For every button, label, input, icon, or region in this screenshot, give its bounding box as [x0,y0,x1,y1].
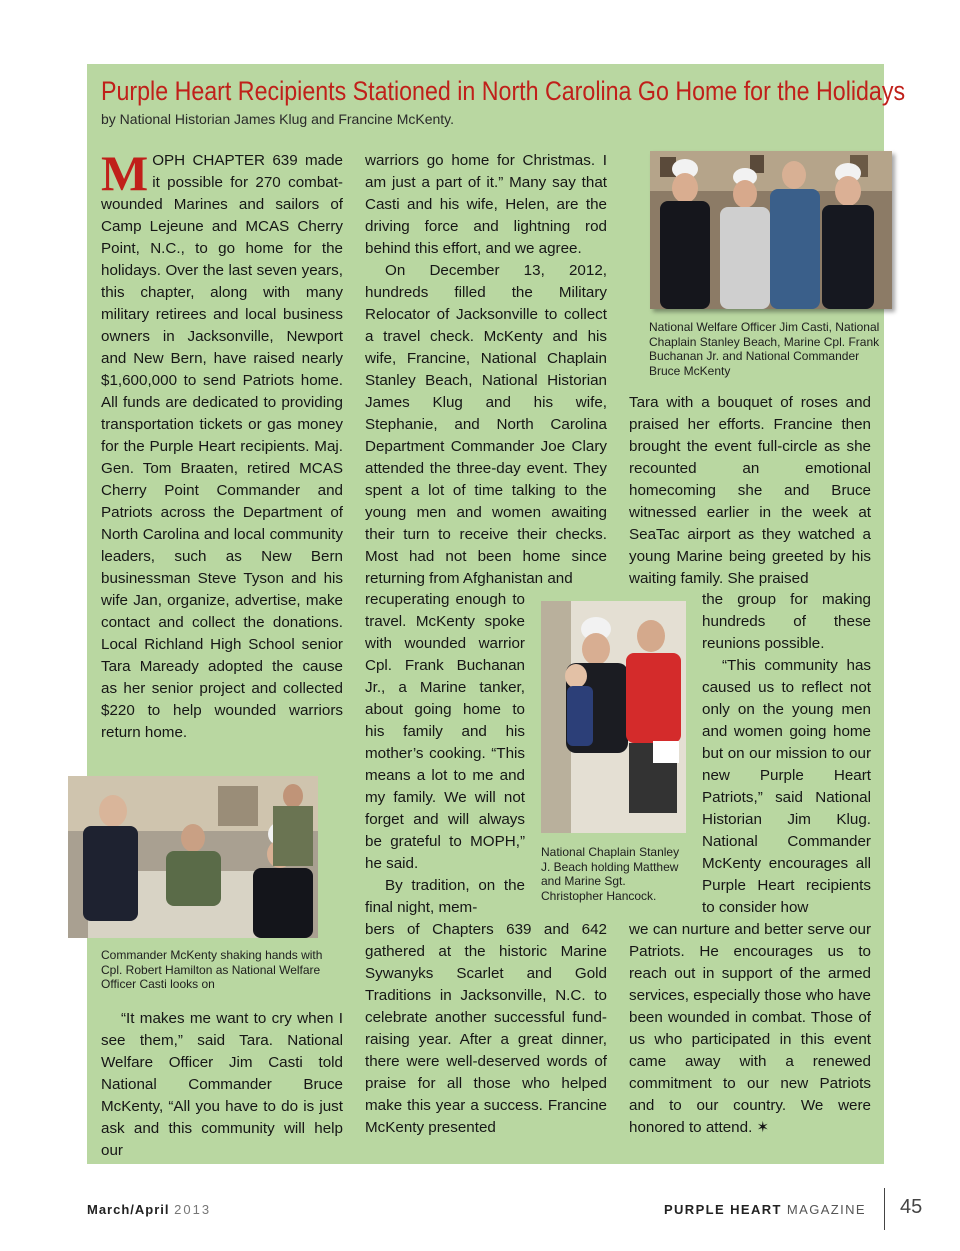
column-3-narrow [702,589,871,919]
footer-magazine-word: MAGAZINE [786,1202,866,1217]
paragraph-tradition-rest: bers of Chapters 639 and 642 gathered at the historic Marine Sywanyks Scarlet and Gold Traditions in Jacksonville, N.C. to celebrate another successful fund-raising year. After a great dinner, there were well-deserved words of praise for all those who helped make this year a success. Francine McKenty presented [365,921,607,1136]
photo-handshake [68,776,318,938]
column-2-bottom-text [365,919,607,1139]
end-mark: ✶ [756,1119,770,1136]
paragraph-intro [101,145,343,744]
column-1-bottom [101,1008,343,1162]
paragraph-december: On December 13, 2012, hundreds filled the Military Relocator of Jacksonville to collect a travel check. McKenty and his wife, Francine, National Chaplain Stanley Beach, National Historian James Klug and his wife, Stephanie, and North Carolina Department Commander Joe Clary attended the three-day event. They spent a lot of time talking to the young men and women awaiting their turn to receive their checks. Most had not been home since returning from Afghanistan and [365,262,607,587]
footer-issue [87,1202,211,1217]
footer-issue-year: 2013 [174,1202,212,1217]
footer-magazine-name: PURPLE HEART [663,1202,782,1217]
column-3-top [629,392,871,590]
paragraph-community-quote: “This community has caused us to reflect not only on the young men and women going home but on our mission to our new Purple Heart Patriots,” said National Historian Jim Klug. National Commander McKenty encourages all Purple Heart recipients to consider how [702,657,871,916]
paragraph-reunions: the group for making hundreds of these reunions possible. [702,591,871,652]
footer-magazine [600,1202,866,1217]
paragraph-continued: warriors go home for Christmas. I am just a part of it.” Many say that Casti and his wife, Helen, are the driving force and lightning rod behind this effort, and we agree. [365,152,607,257]
footer-issue-month: March/April [87,1202,170,1217]
article-title: Purple Heart Recipients Stationed in North Carolina Go Home for the Holidays [101,76,906,106]
closing-text: we can nurture and better serve our Patriots. He encourages us to reach out in support of the armed services, especially those who have been wounded in combat. Those of us who participated in this event came away with a renewed commitment to our new Patriots and to our country. We were honored to attend. [629,921,871,1136]
paragraph-recuperating: recuperating enough to travel. McKenty spoke with wounded warrior Cpl. Frank Buchanan Jr., a Marine tanker, about going home to his family and his mother’s cooking. “This means a lot to me and my family. We will not forget and will always be grateful to MOPH,” he said. [365,591,525,872]
caption-photo-chaplain-baby: National Chaplain Stanley J. Beach holding Matthew and Marine Sgt. Christopher Hancock. [541,845,680,903]
column-2-narrow [365,589,525,919]
caption-photo-handshake: Commander McKenty shaking hands with Cpl. Robert Hamilton as National Welfare Officer Casti looks on [101,948,323,991]
paragraph-bouquet: Tara with a bouquet of roses and praised her efforts. Francine then brought the event full-circle as she recounted an emotional homecoming she and Bruce witnessed earlier in the week at SeaTac airport as they watched a young Marine being greeted by his waiting family. She praised [629,394,871,587]
caption-photo-group-officers: National Welfare Officer Jim Casti, National Chaplain Stanley Beach, Marine Cpl. Frank Buchanan Jr. and National Commander Bruce McKenty [649,320,880,378]
column-1-top [101,145,343,744]
column-2-top [365,150,607,590]
column-3-bottom [629,919,871,1139]
photo-chaplain-baby [541,601,686,833]
intro-text: OPH CHAPTER 639 made it possible for 270 combat-wounded Marines and sailors of Camp Lejeune and MCAS Cherry Point, N.C., to go home for the holidays. Over the last seven years, this chapter, along with many military retirees and local business owners in Jacksonville, Newport and New Bern, have raised nearly $1,600,000 to send Patriots home. All funds are dedicated to providing transportation tickets or gas money for the Purple Heart recipients. Maj. Gen. Tom Braaten, retired MCAS Cherry Point Commander and Patriots across the Department of North Carolina and local community leaders, such as New Bern businessman Steve Tyson and his wife Jan, organize, advertise, make contact and collect the donations. Local Richland High School senior Tara Maready adopted the cause as her senior project and collected $220 to help wounded warriors return home. [101,152,343,741]
drop-cap: M [101,145,149,201]
photo-group-officers [650,151,892,309]
page-number: 45 [900,1196,923,1218]
article-byline: by National Historian James Klug and Francine McKenty. [101,111,455,127]
paragraph-closing [629,919,871,1139]
paragraph-tradition-start: By tradition, on the final night, mem- [365,877,525,916]
paragraph-tara-quote: “It makes me want to cry when I see them,” said Tara. National Welfare Officer Jim Casti told National Commander Bruce McKenty, “All you have to do is just ask and this community will help our [101,1010,343,1159]
footer-divider [884,1188,885,1230]
